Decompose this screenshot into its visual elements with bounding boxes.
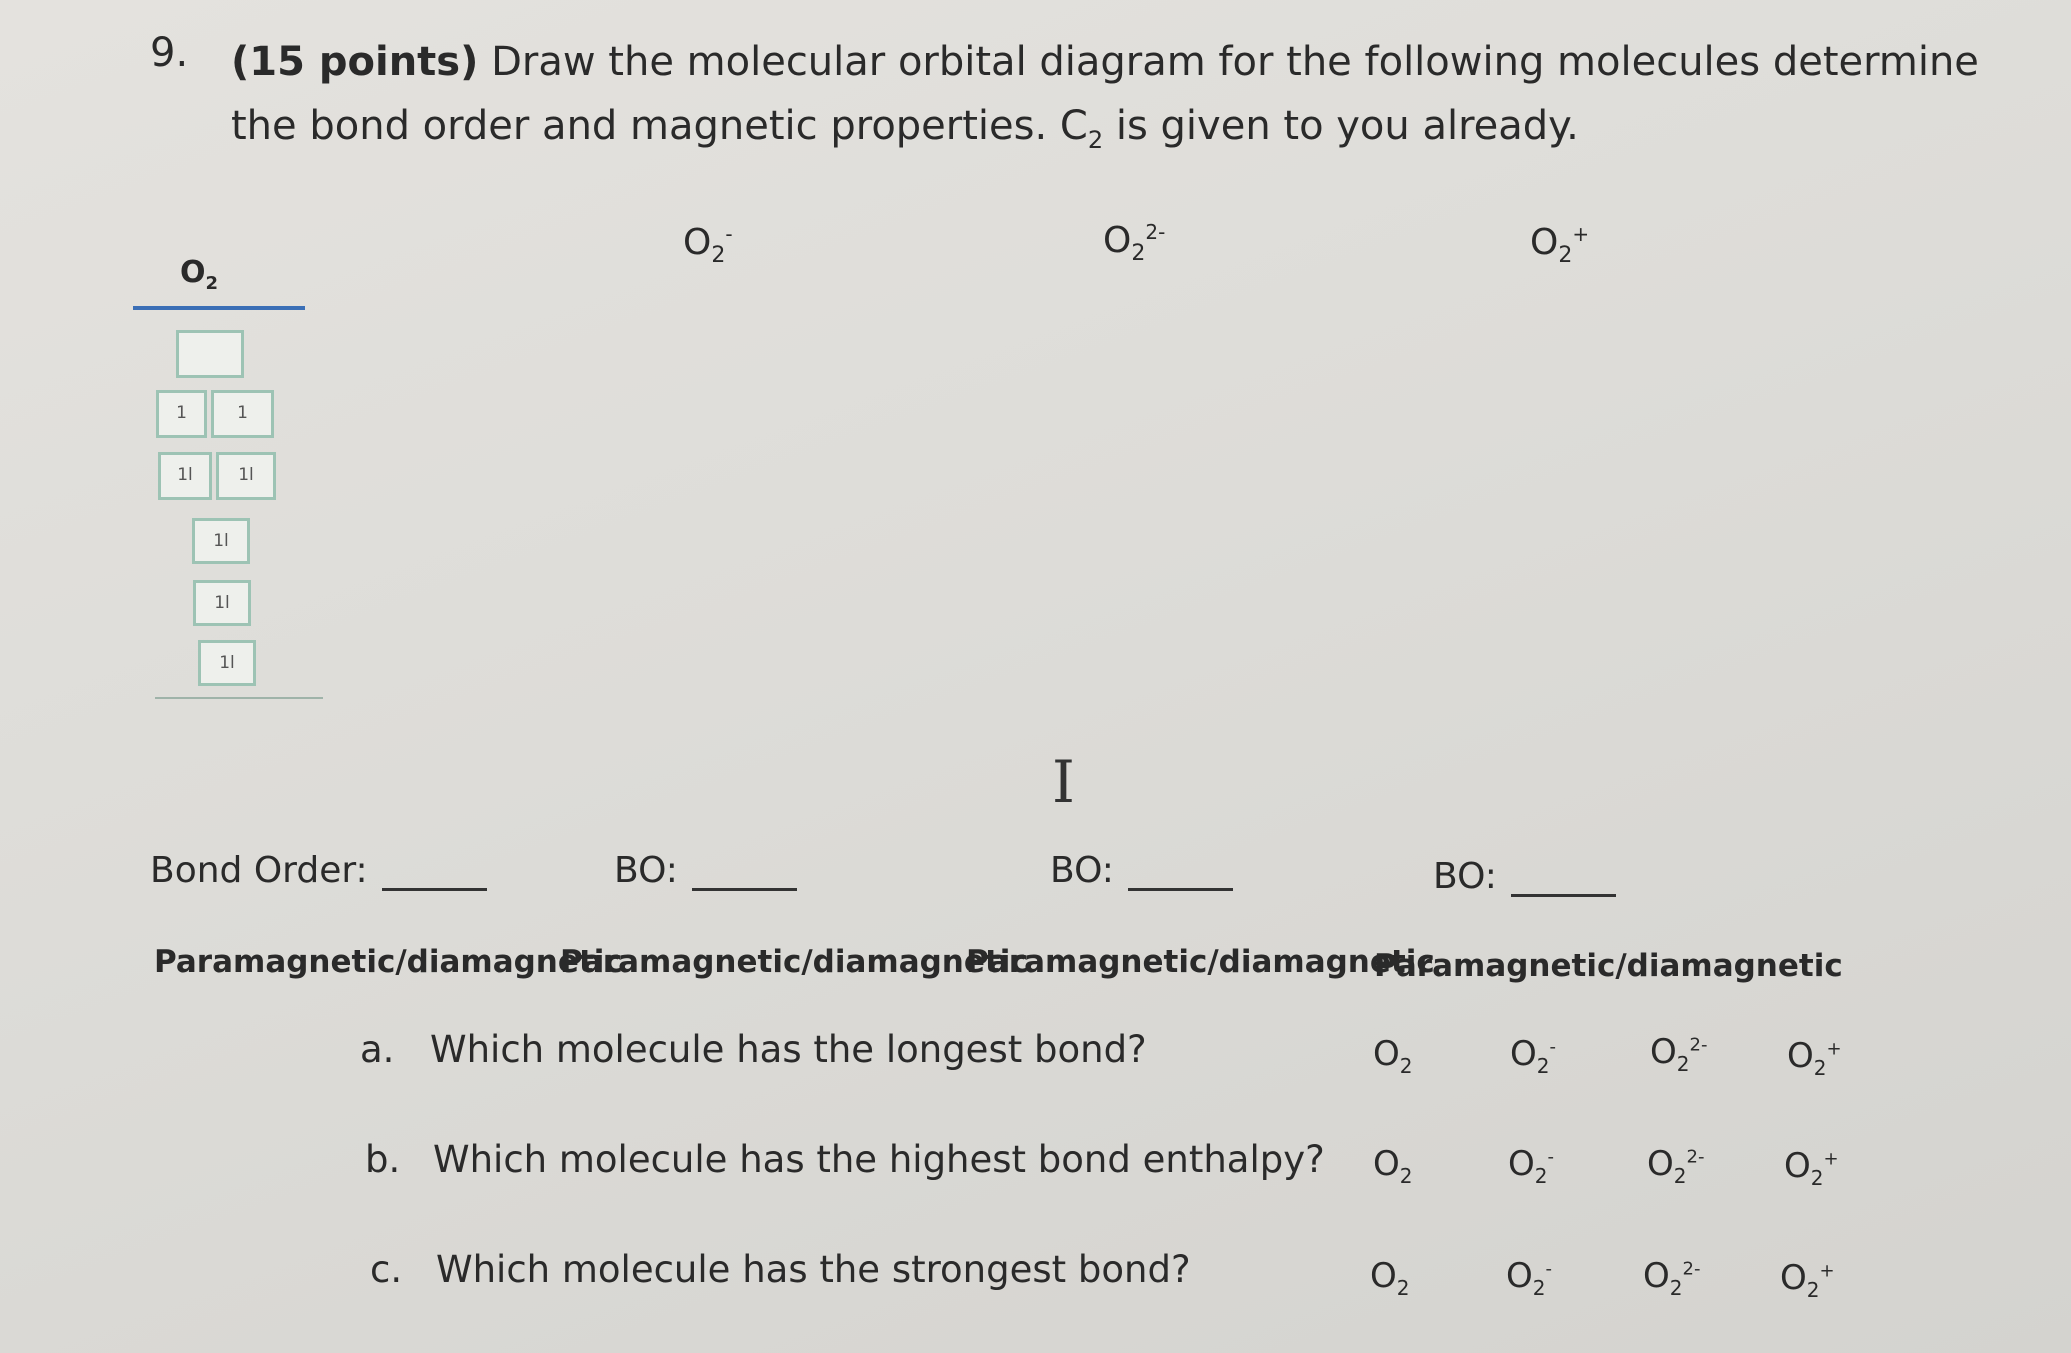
o2-plus-header: $O_2^+$ [1530, 222, 1590, 269]
title-underline [133, 306, 305, 310]
question-points: (15 points) [231, 39, 479, 85]
bond-order-blank[interactable] [1511, 860, 1616, 897]
choice-a-o2-plus[interactable]: $O_2^+$ [1787, 1036, 1842, 1080]
choice-b-o2[interactable]: $O_2$ [1373, 1144, 1413, 1188]
o2-diagram-title: $O_2$ [180, 255, 219, 294]
subquestion-letter-b: b. [365, 1138, 401, 1181]
diagram-baseline [155, 697, 323, 699]
question-number: 9. [150, 30, 189, 76]
choice-a-o2[interactable]: $O_2$ [1373, 1034, 1413, 1078]
o2-minus-header: $O_2^-$ [683, 222, 733, 269]
choice-c-o2-2minus[interactable]: $O_2^{2-}$ [1643, 1256, 1701, 1300]
bond-order-o2: Bond Order: [150, 850, 487, 891]
choice-a-o2-2minus[interactable]: $O_2^{2-}$ [1650, 1032, 1708, 1076]
choice-a-o2-minus[interactable]: $O_2^-$ [1510, 1034, 1556, 1078]
orbital-box-sigma-2s: 1l [198, 640, 256, 686]
bond-order-blank[interactable] [382, 854, 487, 891]
question-body: Draw the molecular orbital diagram for the following molecules determine the bond order and magnetic properties. [231, 39, 1979, 149]
given-molecule: $C_2$ [1059, 103, 1104, 154]
orbital-box-pi-2p-b: 1l [216, 452, 276, 500]
choice-c-o2-minus[interactable]: $O_2^-$ [1506, 1256, 1552, 1300]
orbital-box-pi-star-2p-b: 1 [211, 390, 274, 438]
choice-c-o2-plus[interactable]: $O_2^+$ [1780, 1258, 1835, 1302]
bond-order-blank[interactable] [1128, 854, 1233, 891]
bond-order-o2-2minus: BO: [1050, 850, 1233, 891]
o2-2minus-header: $O_2^{2-}$ [1103, 220, 1166, 267]
choice-c-o2[interactable]: $O_2$ [1370, 1256, 1410, 1300]
magnetic-option-o2-2minus[interactable]: Paramagnetic/diamagnetic [966, 944, 1435, 980]
question-text [231, 30, 1991, 172]
orbital-box-pi-2p-a: 1l [158, 452, 212, 500]
bond-order-o2-plus: BO: [1433, 856, 1616, 897]
subquestion-text-b: Which molecule has the highest bond enthalpy? [433, 1138, 1325, 1181]
magnetic-option-o2-plus[interactable]: Paramagnetic/diamagnetic [1374, 948, 1843, 984]
choice-b-o2-2minus[interactable]: $O_2^{2-}$ [1647, 1144, 1705, 1188]
orbital-box-sigma-2p: 1l [192, 518, 250, 564]
orbital-box-sigma-star-2p [176, 330, 244, 378]
subquestion-letter-a: a. [360, 1028, 395, 1071]
choice-b-o2-minus[interactable]: $O_2^-$ [1508, 1144, 1554, 1188]
magnetic-option-o2[interactable]: Paramagnetic/diamagnetic [154, 944, 623, 980]
subquestion-letter-c: c. [370, 1248, 403, 1291]
given-suffix: is given to you already. [1115, 103, 1579, 149]
orbital-box-sigma-star-2s: 1l [193, 580, 251, 626]
magnetic-option-o2-minus[interactable]: Paramagnetic/diamagnetic [560, 944, 1029, 980]
bond-order-o2-minus: BO: [614, 850, 797, 891]
subquestion-text-c: Which molecule has the strongest bond? [436, 1248, 1191, 1291]
subquestion-text-a: Which molecule has the longest bond? [430, 1028, 1147, 1071]
orbital-box-pi-star-2p-a: 1 [156, 390, 207, 438]
choice-b-o2-plus[interactable]: $O_2^+$ [1784, 1146, 1839, 1190]
bond-order-blank[interactable] [692, 854, 797, 891]
text-cursor-icon: I [1052, 748, 1075, 816]
